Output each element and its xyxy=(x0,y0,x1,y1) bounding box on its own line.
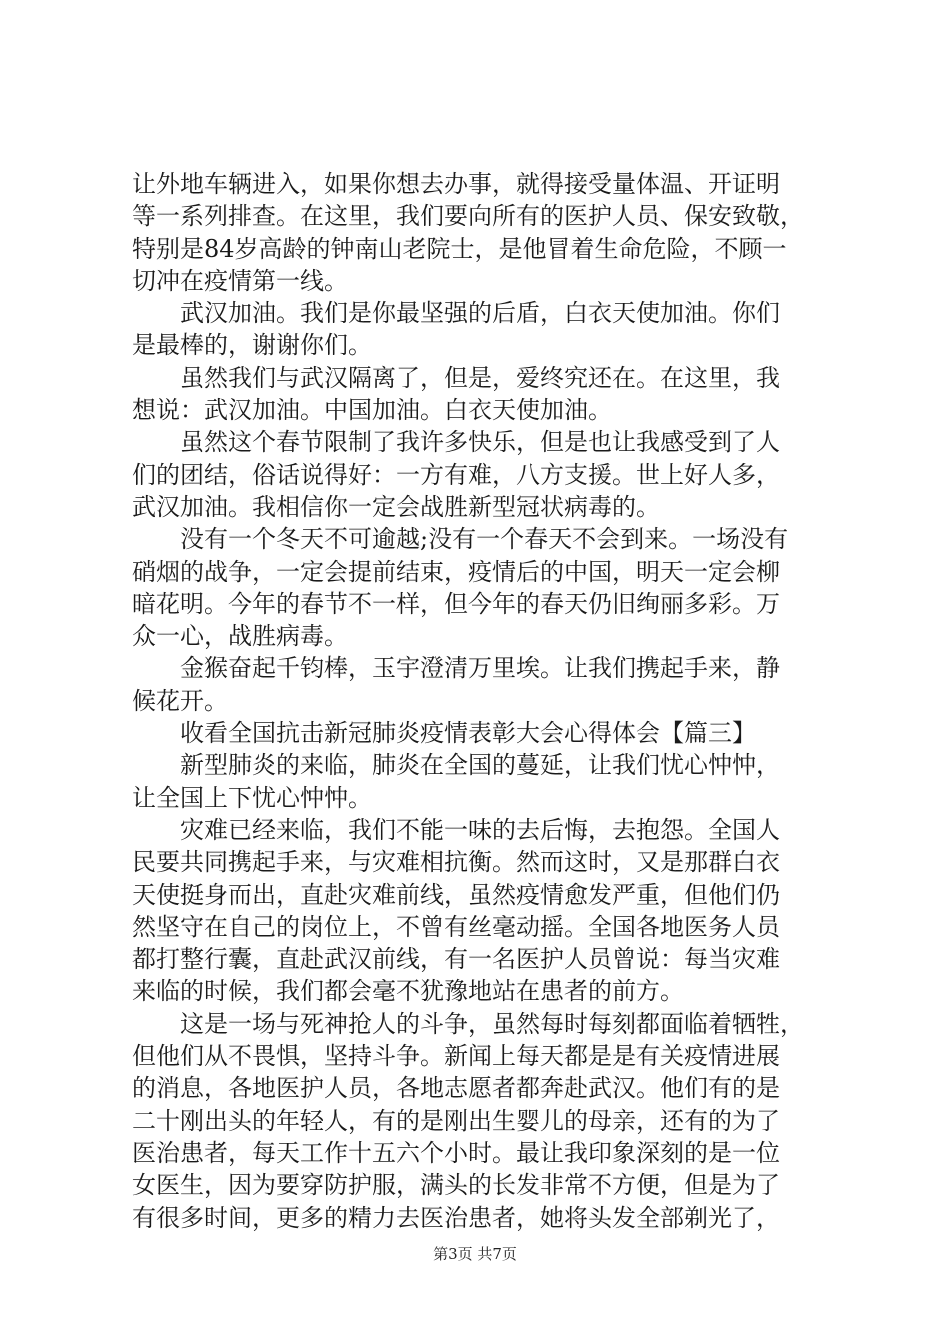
text-line: 没有一个冬天不可逾越;没有一个春天不会到来。一场没有 xyxy=(180,525,789,554)
text-line: 虽然我们与武汉隔离了，但是，爱终究还在。在这里，我 xyxy=(180,363,780,392)
page-footer: 第3页 共7页 xyxy=(433,1245,517,1263)
text-line: 但他们从不畏惧，坚持斗争。新闻上每天都是是有关疫情进展 xyxy=(132,1042,780,1071)
text-line: 然坚守在自己的岗位上，不曾有丝毫动摇。全国各地医务人员 xyxy=(132,912,780,941)
text-line: 武汉加油。我相信你一定会战胜新型冠状病毒的。 xyxy=(132,492,660,521)
text-line: 二十刚出头的年轻人，有的是刚出生婴儿的母亲，还有的为了 xyxy=(132,1106,780,1135)
document-body xyxy=(132,168,832,1234)
text-line: 让外地车辆进入，如果你想去办事，就得接受量体温、开证明 xyxy=(132,170,780,198)
text-line: 民要共同携起手来，与灾难相抗衡。然而这时，又是那群白衣 xyxy=(132,848,780,877)
text-line: 灾难已经来临，我们不能一味的去后悔，去抱怨。全国人 xyxy=(180,815,780,844)
text-line: 让全国上下忧心忡忡。 xyxy=(132,783,372,812)
text-line: 暗花明。今年的春节不一样，但今年的春天仍旧绚丽多彩。万 xyxy=(132,589,780,618)
text-line: 们的团结，俗话说得好：一方有难，八方支援。世上好人多， xyxy=(132,460,780,489)
text-line: 切冲在疫情第一线。 xyxy=(132,266,348,295)
text-line: 医治患者，每天工作十五六个小时。最让我印象深刻的是一位 xyxy=(132,1138,780,1167)
text-line: 女医生，因为要穿防护服，满头的长发非常不方便，但是为了 xyxy=(132,1171,780,1200)
text-line: 是最棒的，谢谢你们。 xyxy=(132,331,372,360)
text-line: 虽然这个春节限制了我许多快乐，但是也让我感受到了人 xyxy=(180,428,780,457)
text-line: 新型肺炎的来临，肺炎在全国的蔓延，让我们忧心忡忡， xyxy=(180,751,780,780)
text-line: 想说：武汉加油。中国加油。白衣天使加油。 xyxy=(132,396,612,425)
text-line: 硝烟的战争，一定会提前结束，疫情后的中国，明天一定会柳 xyxy=(132,557,780,586)
text-line: 的消息，各地医护人员，各地志愿者都奔赴武汉。他们有的是 xyxy=(132,1074,780,1103)
text-line: 众一心，战胜病毒。 xyxy=(132,622,348,651)
text-line: 收看全国抗击新冠肺炎疫情表彰大会心得体会【篇三】 xyxy=(180,719,756,748)
text-line: 候花开。 xyxy=(132,686,228,715)
text-line: 有很多时间，更多的精力去医治患者，她将头发全部剃光了， xyxy=(132,1203,780,1232)
text-line: 天使挺身而出，直赴灾难前线，虽然疫情愈发严重，但他们仍 xyxy=(132,880,780,909)
text-line: 金猴奋起千钧棒，玉宇澄清万里埃。让我们携起手来，静 xyxy=(180,654,780,683)
text-line: 来临的时候，我们都会毫不犹豫地站在患者的前方。 xyxy=(132,977,684,1006)
text-line: 特别是84岁高龄的钟南山老院士，是他冒着生命危险，不顾一 xyxy=(132,234,787,263)
text-line: 武汉加油。我们是你最坚强的后盾，白衣天使加油。你们 xyxy=(180,299,780,328)
text-line: 都打整行囊，直赴武汉前线，有一名医护人员曾说：每当灾难 xyxy=(132,945,780,974)
text-line: 等一系列排查。在这里，我们要向所有的医护人员、保安致敬， xyxy=(132,202,804,231)
text-line: 这是一场与死神抢人的斗争，虽然每时每刻都面临着牺牲， xyxy=(180,1009,804,1038)
